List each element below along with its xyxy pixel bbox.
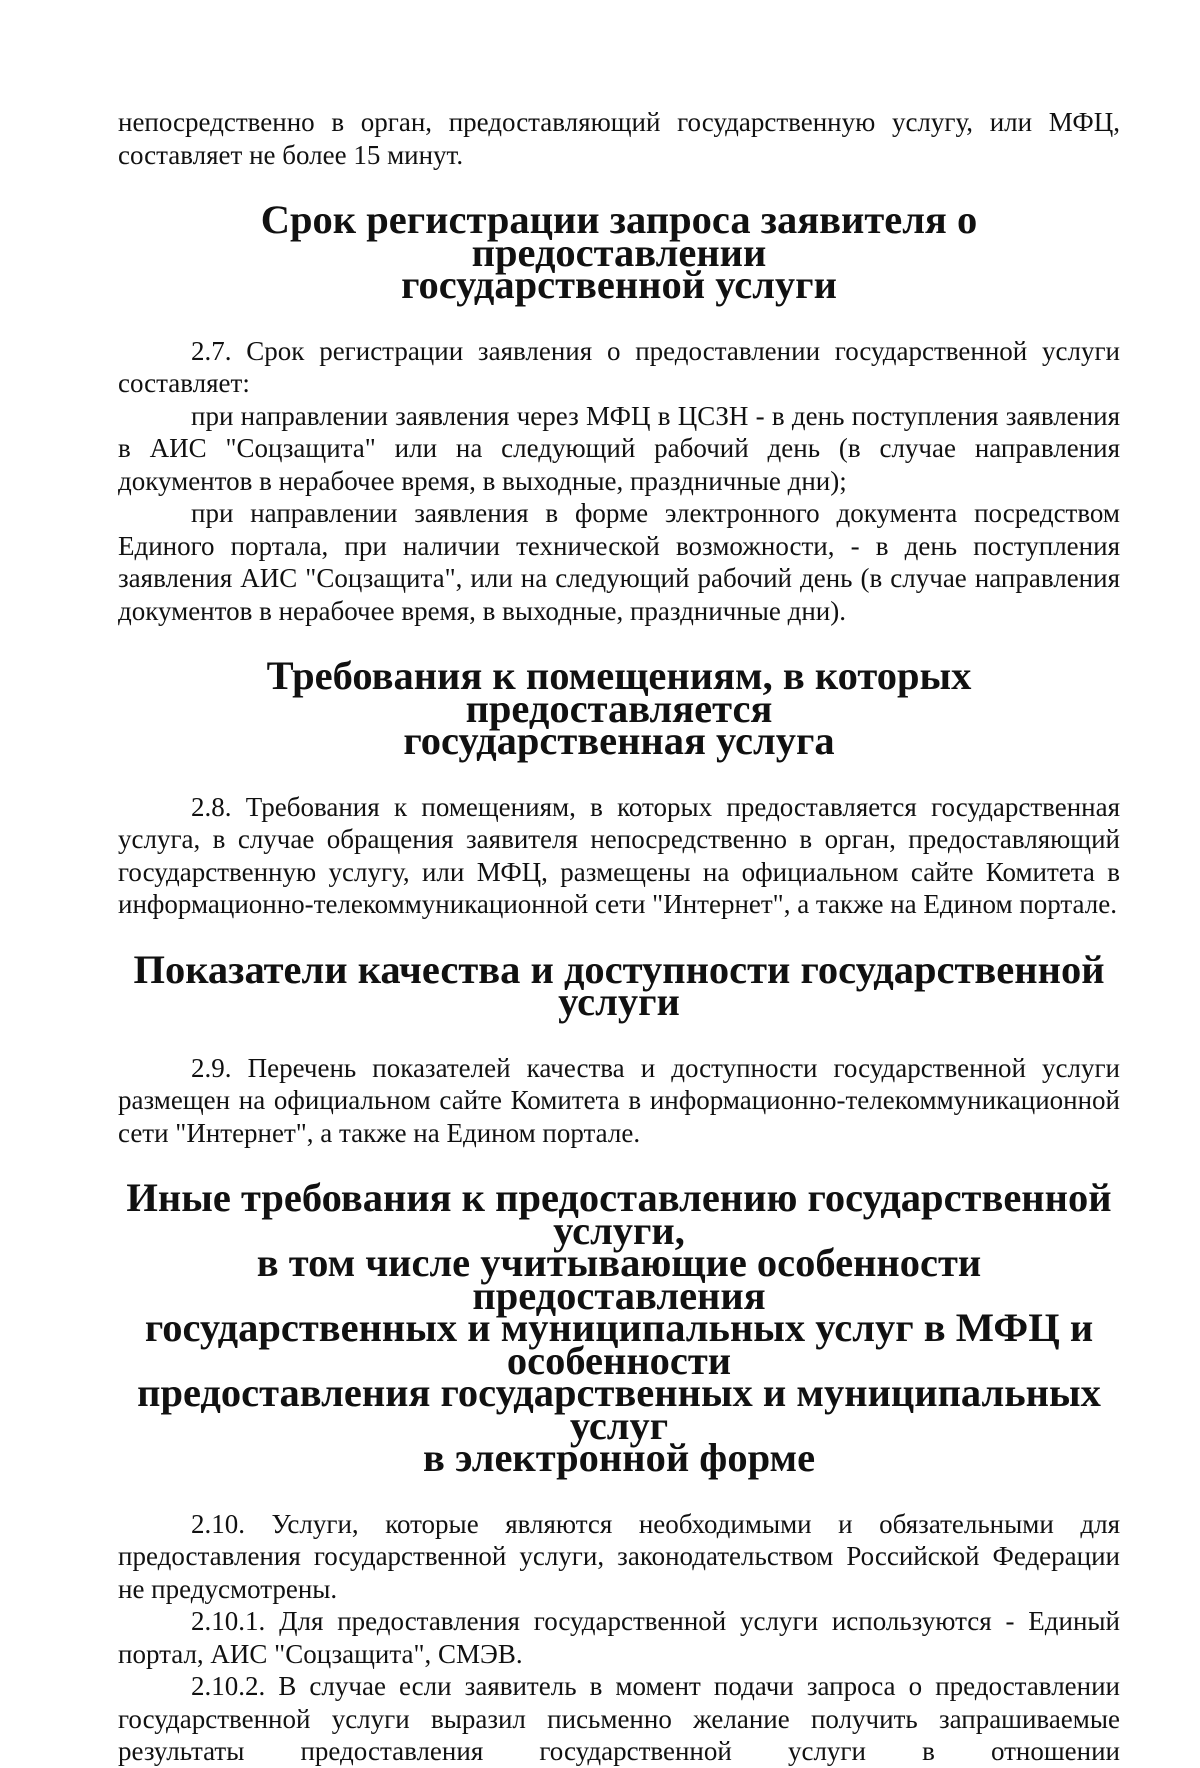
paragraph-2-10-1: 2.10.1. Для предоставления государственной услуги используются - Единый портал, АИС "Соцзащита", СМЭВ.	[118, 1606, 1120, 1669]
heading-line: Показатели качества и доступности государственной услуги	[133, 946, 1105, 1024]
paragraph-2-8: 2.8. Требования к помещениям, в которых предоставляется государственная услуга, в случае обращения заявителя непосредственно в орган, предоставляющий государственную услугу, или МФЦ, размещены на официальном сайте Комитета в информационно-телекоммуникационной сети "Интернет", а также на Едином портале.	[118, 791, 1120, 919]
paragraph-2-7: 2.7. Срок регистрации заявления о предоставлении государственной услуги составляет:	[118, 335, 1120, 398]
paragraph-2-7-mfc: при направлении заявления через МФЦ в ЦСЗН - в день поступления заявления в АИС "Соцзащита" или на следующий рабочий день (в случае направления документов в нерабочее время, в выходные, праздничные дни);	[118, 400, 1120, 496]
heading-line: предоставления государственных и муниципальных услуг	[137, 1370, 1101, 1448]
heading-quality-indicators	[118, 946, 1120, 1024]
document-page	[118, 106, 1120, 1768]
paragraph-2-7-portal: при направлении заявления в форме электронного документа посредством Единого портала, при наличии технической возможности, - в день поступления заявления АИС "Соцзащита", или на следующий рабочий день (в случае направления документов в нерабочее время, в выходные, праздничные дни).	[118, 498, 1120, 626]
heading-line: в том числе учитывающие особенности предоставления	[256, 1240, 982, 1318]
heading-line: государственная услуга	[403, 718, 835, 763]
paragraph-2-10-2: 2.10.2. В случае если заявитель в момент подачи запроса о предоставлении государственной услуги выразил письменно желание получить запрашиваемые результаты предоставления государственной услуги в отношении	[118, 1671, 1120, 1766]
heading-line: Требования к помещениям, в которых предоставляется	[266, 653, 972, 731]
heading-premises-requirements	[118, 653, 1120, 763]
heading-other-requirements	[118, 1175, 1120, 1480]
paragraph-2-10: 2.10. Услуги, которые являются необходимыми и обязательными для предоставления государственной услуги, законодательством Российской Федерации не предусмотрены.	[118, 1508, 1120, 1604]
heading-line: государственной услуги	[401, 262, 837, 307]
heading-line: Иные требования к предоставлению государственной услуги,	[126, 1175, 1112, 1253]
paragraph-2-9: 2.9. Перечень показателей качества и доступности государственной услуги размещен на официальном сайте Комитета в информационно-телекоммуникационной сети "Интернет", а также на Едином портале.	[118, 1052, 1120, 1148]
paragraph-continuation: непосредственно в орган, предоставляющий государственную услугу, или МФЦ, составляет не более 15 минут.	[118, 107, 1120, 170]
heading-registration-term	[118, 197, 1120, 307]
heading-line: Срок регистрации запроса заявителя о предоставлении	[260, 197, 978, 275]
heading-line: в электронной форме	[422, 1435, 816, 1480]
heading-line: государственных и муниципальных услуг в МФЦ и особенности	[144, 1305, 1094, 1383]
